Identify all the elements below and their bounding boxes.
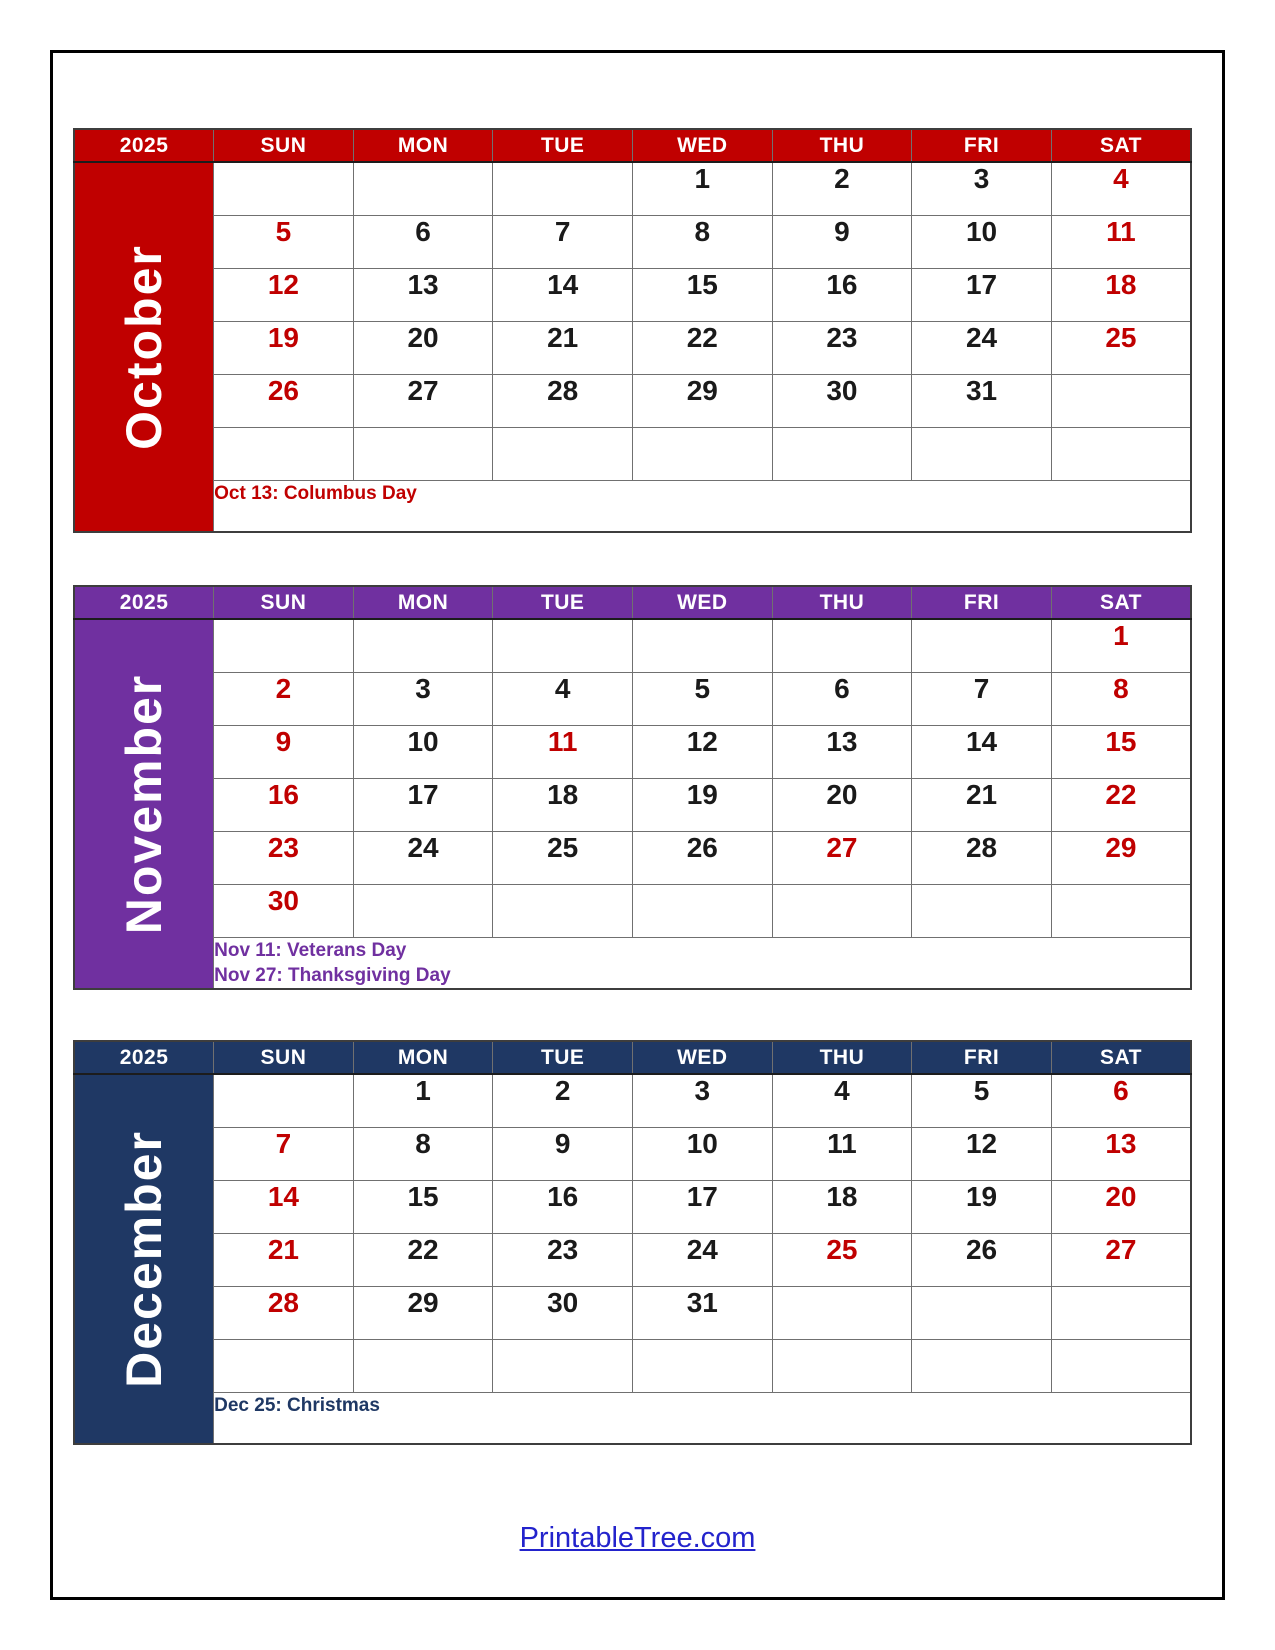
date-cell-november-19: 19 bbox=[633, 778, 773, 831]
date-cell-december-5: 5 bbox=[912, 1074, 1052, 1127]
date-cell-empty bbox=[493, 884, 633, 937]
date-cell-october-28: 28 bbox=[493, 374, 633, 427]
day-header-tue: TUE bbox=[493, 129, 633, 162]
date-cell-october-24: 24 bbox=[912, 321, 1052, 374]
date-cell-empty bbox=[1051, 1286, 1191, 1339]
date-cell-october-29: 29 bbox=[633, 374, 773, 427]
date-cell-empty bbox=[1051, 427, 1191, 480]
date-cell-october-31: 31 bbox=[912, 374, 1052, 427]
date-cell-empty bbox=[633, 884, 773, 937]
date-cell-empty bbox=[1051, 374, 1191, 427]
date-cell-november-20: 20 bbox=[772, 778, 912, 831]
date-cell-october-17: 17 bbox=[912, 268, 1052, 321]
calendar-november bbox=[73, 585, 1192, 990]
date-cell-december-22: 22 bbox=[353, 1233, 493, 1286]
date-cell-empty bbox=[633, 427, 773, 480]
date-cell-empty bbox=[353, 427, 493, 480]
date-cell-october-22: 22 bbox=[633, 321, 773, 374]
day-header-fri: FRI bbox=[912, 1041, 1052, 1074]
date-cell-empty bbox=[353, 1339, 493, 1392]
month-label-october: October bbox=[116, 244, 173, 450]
date-cell-december-16: 16 bbox=[493, 1180, 633, 1233]
day-header-tue: TUE bbox=[493, 1041, 633, 1074]
day-header-tue: TUE bbox=[493, 586, 633, 619]
date-cell-december-20: 20 bbox=[1051, 1180, 1191, 1233]
date-cell-empty bbox=[772, 427, 912, 480]
date-cell-empty bbox=[912, 427, 1052, 480]
date-cell-october-1: 1 bbox=[633, 162, 773, 215]
calendar-october bbox=[73, 128, 1192, 533]
date-cell-november-1: 1 bbox=[1051, 619, 1191, 672]
holiday-note: Dec 25: Christmas bbox=[214, 1394, 380, 1416]
date-cell-december-24: 24 bbox=[633, 1233, 773, 1286]
date-cell-october-19: 19 bbox=[214, 321, 354, 374]
month-bar-november bbox=[74, 619, 214, 989]
date-cell-october-12: 12 bbox=[214, 268, 354, 321]
date-cell-december-2: 2 bbox=[493, 1074, 633, 1127]
date-cell-december-18: 18 bbox=[772, 1180, 912, 1233]
date-cell-october-23: 23 bbox=[772, 321, 912, 374]
date-cell-november-25: 25 bbox=[493, 831, 633, 884]
holiday-notes-december bbox=[214, 1392, 1191, 1444]
date-cell-october-14: 14 bbox=[493, 268, 633, 321]
date-cell-empty bbox=[772, 884, 912, 937]
year-label-december: 2025 bbox=[74, 1041, 214, 1074]
day-header-thu: THU bbox=[772, 586, 912, 619]
date-cell-october-11: 11 bbox=[1051, 215, 1191, 268]
date-cell-empty bbox=[1051, 1339, 1191, 1392]
date-cell-november-16: 16 bbox=[214, 778, 354, 831]
day-header-wed: WED bbox=[633, 129, 773, 162]
date-cell-october-6: 6 bbox=[353, 215, 493, 268]
date-cell-november-24: 24 bbox=[353, 831, 493, 884]
date-cell-october-27: 27 bbox=[353, 374, 493, 427]
date-cell-october-18: 18 bbox=[1051, 268, 1191, 321]
date-cell-empty bbox=[353, 162, 493, 215]
date-cell-december-11: 11 bbox=[772, 1127, 912, 1180]
date-cell-november-6: 6 bbox=[772, 672, 912, 725]
date-cell-october-3: 3 bbox=[912, 162, 1052, 215]
date-cell-december-17: 17 bbox=[633, 1180, 773, 1233]
date-cell-december-19: 19 bbox=[912, 1180, 1052, 1233]
date-cell-october-2: 2 bbox=[772, 162, 912, 215]
date-cell-empty bbox=[633, 1339, 773, 1392]
date-cell-december-21: 21 bbox=[214, 1233, 354, 1286]
day-header-fri: FRI bbox=[912, 586, 1052, 619]
date-cell-december-27: 27 bbox=[1051, 1233, 1191, 1286]
day-header-mon: MON bbox=[353, 586, 493, 619]
day-header-sun: SUN bbox=[214, 129, 354, 162]
date-cell-empty bbox=[214, 427, 354, 480]
month-bar-december bbox=[74, 1074, 214, 1444]
holiday-notes-october bbox=[214, 480, 1191, 532]
date-cell-october-9: 9 bbox=[772, 215, 912, 268]
date-cell-december-10: 10 bbox=[633, 1127, 773, 1180]
date-cell-december-23: 23 bbox=[493, 1233, 633, 1286]
date-cell-empty bbox=[214, 162, 354, 215]
date-cell-empty bbox=[493, 427, 633, 480]
date-cell-november-3: 3 bbox=[353, 672, 493, 725]
date-cell-november-18: 18 bbox=[493, 778, 633, 831]
date-cell-november-17: 17 bbox=[353, 778, 493, 831]
date-cell-december-3: 3 bbox=[633, 1074, 773, 1127]
date-cell-november-11: 11 bbox=[493, 725, 633, 778]
date-cell-december-30: 30 bbox=[493, 1286, 633, 1339]
date-cell-november-4: 4 bbox=[493, 672, 633, 725]
date-cell-december-14: 14 bbox=[214, 1180, 354, 1233]
date-cell-empty bbox=[772, 1339, 912, 1392]
footer-link[interactable]: PrintableTree.com bbox=[519, 1522, 756, 1554]
date-cell-october-8: 8 bbox=[633, 215, 773, 268]
date-cell-october-26: 26 bbox=[214, 374, 354, 427]
date-cell-november-22: 22 bbox=[1051, 778, 1191, 831]
day-header-sat: SAT bbox=[1051, 129, 1191, 162]
date-cell-empty bbox=[772, 1286, 912, 1339]
date-cell-empty bbox=[214, 619, 354, 672]
day-header-wed: WED bbox=[633, 586, 773, 619]
date-cell-december-7: 7 bbox=[214, 1127, 354, 1180]
date-cell-october-16: 16 bbox=[772, 268, 912, 321]
year-label-october: 2025 bbox=[74, 129, 214, 162]
date-cell-october-5: 5 bbox=[214, 215, 354, 268]
date-cell-october-7: 7 bbox=[493, 215, 633, 268]
date-cell-december-28: 28 bbox=[214, 1286, 354, 1339]
date-cell-november-27: 27 bbox=[772, 831, 912, 884]
day-header-thu: THU bbox=[772, 1041, 912, 1074]
date-cell-november-9: 9 bbox=[214, 725, 354, 778]
month-bar-october bbox=[74, 162, 214, 532]
date-cell-empty bbox=[493, 1339, 633, 1392]
date-cell-empty bbox=[633, 619, 773, 672]
month-label-december: December bbox=[116, 1130, 173, 1388]
day-header-fri: FRI bbox=[912, 129, 1052, 162]
footer bbox=[0, 1522, 1275, 1555]
date-cell-november-30: 30 bbox=[214, 884, 354, 937]
day-header-mon: MON bbox=[353, 129, 493, 162]
date-cell-october-15: 15 bbox=[633, 268, 773, 321]
date-cell-october-21: 21 bbox=[493, 321, 633, 374]
day-header-sat: SAT bbox=[1051, 1041, 1191, 1074]
date-cell-november-29: 29 bbox=[1051, 831, 1191, 884]
year-label-november: 2025 bbox=[74, 586, 214, 619]
month-label-november: November bbox=[116, 673, 173, 935]
date-cell-december-12: 12 bbox=[912, 1127, 1052, 1180]
date-cell-december-1: 1 bbox=[353, 1074, 493, 1127]
date-cell-november-12: 12 bbox=[633, 725, 773, 778]
date-cell-empty bbox=[353, 884, 493, 937]
date-cell-october-10: 10 bbox=[912, 215, 1052, 268]
calendar-december bbox=[73, 1040, 1192, 1445]
date-cell-october-30: 30 bbox=[772, 374, 912, 427]
date-cell-november-14: 14 bbox=[912, 725, 1052, 778]
date-cell-november-2: 2 bbox=[214, 672, 354, 725]
date-cell-december-8: 8 bbox=[353, 1127, 493, 1180]
date-cell-december-25: 25 bbox=[772, 1233, 912, 1286]
day-header-sun: SUN bbox=[214, 586, 354, 619]
date-cell-empty bbox=[912, 619, 1052, 672]
date-cell-november-26: 26 bbox=[633, 831, 773, 884]
date-cell-november-7: 7 bbox=[912, 672, 1052, 725]
day-header-sat: SAT bbox=[1051, 586, 1191, 619]
date-cell-october-4: 4 bbox=[1051, 162, 1191, 215]
date-cell-empty bbox=[493, 162, 633, 215]
date-cell-december-13: 13 bbox=[1051, 1127, 1191, 1180]
date-cell-empty bbox=[1051, 884, 1191, 937]
date-cell-december-31: 31 bbox=[633, 1286, 773, 1339]
date-cell-empty bbox=[493, 619, 633, 672]
date-cell-november-21: 21 bbox=[912, 778, 1052, 831]
date-cell-november-5: 5 bbox=[633, 672, 773, 725]
date-cell-december-9: 9 bbox=[493, 1127, 633, 1180]
date-cell-november-10: 10 bbox=[353, 725, 493, 778]
holiday-notes-november bbox=[214, 937, 1191, 989]
day-header-mon: MON bbox=[353, 1041, 493, 1074]
date-cell-november-23: 23 bbox=[214, 831, 354, 884]
day-header-sun: SUN bbox=[214, 1041, 354, 1074]
date-cell-empty bbox=[214, 1074, 354, 1127]
date-cell-november-13: 13 bbox=[772, 725, 912, 778]
day-header-wed: WED bbox=[633, 1041, 773, 1074]
date-cell-december-26: 26 bbox=[912, 1233, 1052, 1286]
date-cell-december-4: 4 bbox=[772, 1074, 912, 1127]
holiday-note: Nov 11: Veterans Day bbox=[214, 939, 407, 961]
date-cell-empty bbox=[912, 884, 1052, 937]
day-header-thu: THU bbox=[772, 129, 912, 162]
date-cell-empty bbox=[353, 619, 493, 672]
date-cell-november-28: 28 bbox=[912, 831, 1052, 884]
date-cell-december-15: 15 bbox=[353, 1180, 493, 1233]
date-cell-empty bbox=[772, 619, 912, 672]
date-cell-october-20: 20 bbox=[353, 321, 493, 374]
date-cell-december-29: 29 bbox=[353, 1286, 493, 1339]
date-cell-empty bbox=[912, 1286, 1052, 1339]
date-cell-november-15: 15 bbox=[1051, 725, 1191, 778]
date-cell-october-13: 13 bbox=[353, 268, 493, 321]
holiday-note: Nov 27: Thanksgiving Day bbox=[214, 964, 451, 986]
holiday-note: Oct 13: Columbus Day bbox=[214, 482, 417, 504]
date-cell-december-6: 6 bbox=[1051, 1074, 1191, 1127]
date-cell-november-8: 8 bbox=[1051, 672, 1191, 725]
date-cell-october-25: 25 bbox=[1051, 321, 1191, 374]
date-cell-empty bbox=[912, 1339, 1052, 1392]
date-cell-empty bbox=[214, 1339, 354, 1392]
